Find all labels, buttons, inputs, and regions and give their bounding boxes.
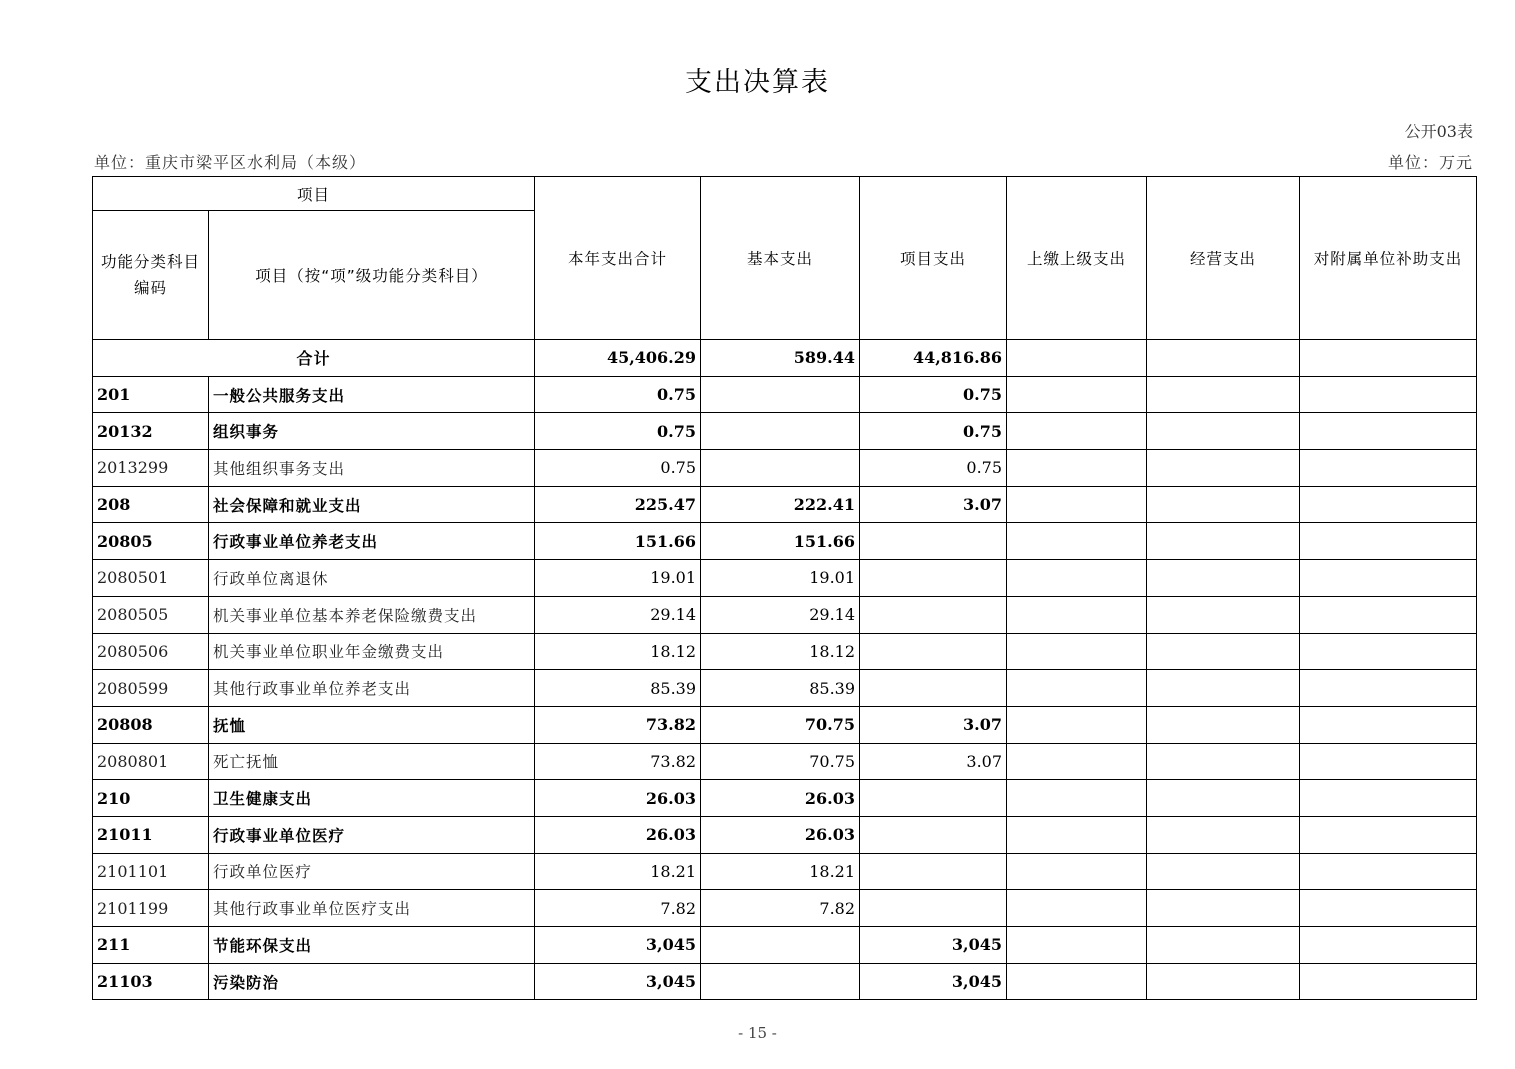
total-label: 合计: [93, 340, 535, 377]
row-business: [1147, 853, 1300, 890]
row-subsidy: [1300, 596, 1477, 633]
row-project: [860, 670, 1007, 707]
row-project: 3.07: [860, 706, 1007, 743]
row-name: 行政事业单位医疗: [209, 816, 535, 853]
row-name: 机关事业单位基本养老保险缴费支出: [209, 596, 535, 633]
row-subsidy: [1300, 523, 1477, 560]
table-row: [93, 413, 1477, 450]
table-row: [93, 376, 1477, 413]
row-basic: 26.03: [701, 816, 860, 853]
row-code: 2013299: [93, 450, 209, 487]
row-name: 社会保障和就业支出: [209, 486, 535, 523]
table-row: [93, 670, 1477, 707]
row-project: [860, 853, 1007, 890]
header-code: 功能分类科目编码: [93, 211, 209, 340]
header-project: 项目支出: [860, 177, 1007, 340]
row-total: 18.12: [535, 633, 701, 670]
row-project: [860, 780, 1007, 817]
row-code: 21103: [93, 963, 209, 1000]
row-subsidy: [1300, 486, 1477, 523]
row-code: 2080501: [93, 560, 209, 597]
header-total: 本年支出合计: [535, 177, 701, 340]
row-name: 行政单位医疗: [209, 853, 535, 890]
table-row: [93, 816, 1477, 853]
row-business: [1147, 743, 1300, 780]
row-total: 18.21: [535, 853, 701, 890]
row-name: 死亡抚恤: [209, 743, 535, 780]
row-project: 0.75: [860, 450, 1007, 487]
row-business: [1147, 560, 1300, 597]
row-total: 0.75: [535, 413, 701, 450]
row-name: 其他行政事业单位养老支出: [209, 670, 535, 707]
total-subsidy: [1300, 340, 1477, 377]
row-code: 2101199: [93, 890, 209, 927]
row-name: 卫生健康支出: [209, 780, 535, 817]
row-basic: [701, 927, 860, 964]
table-row: [93, 706, 1477, 743]
table-row: [93, 963, 1477, 1000]
row-total: 19.01: [535, 560, 701, 597]
row-upper: [1007, 523, 1147, 560]
row-project: 0.75: [860, 376, 1007, 413]
row-upper: [1007, 633, 1147, 670]
row-upper: [1007, 853, 1147, 890]
row-upper: [1007, 596, 1147, 633]
header-basic: 基本支出: [701, 177, 860, 340]
row-total: 85.39: [535, 670, 701, 707]
expenditure-table: [92, 176, 1477, 1000]
table-row: [93, 853, 1477, 890]
row-name: 机关事业单位职业年金缴费支出: [209, 633, 535, 670]
row-code: 2080506: [93, 633, 209, 670]
row-project: [860, 560, 1007, 597]
row-total: 29.14: [535, 596, 701, 633]
table-row: [93, 486, 1477, 523]
total-basic: 589.44: [701, 340, 860, 377]
row-project: 3.07: [860, 743, 1007, 780]
row-code: 201: [93, 376, 209, 413]
page-number: - 15 -: [738, 1024, 777, 1042]
row-code: 2101101: [93, 853, 209, 890]
row-business: [1147, 890, 1300, 927]
table-row: [93, 890, 1477, 927]
row-upper: [1007, 780, 1147, 817]
row-total: 225.47: [535, 486, 701, 523]
page-title: 支出决算表: [685, 67, 830, 98]
row-subsidy: [1300, 560, 1477, 597]
row-upper: [1007, 927, 1147, 964]
header-upper: 上缴上级支出: [1007, 177, 1147, 340]
row-name: 行政单位离退休: [209, 560, 535, 597]
row-subsidy: [1300, 816, 1477, 853]
row-subsidy: [1300, 376, 1477, 413]
row-business: [1147, 486, 1300, 523]
row-code: 211: [93, 927, 209, 964]
row-upper: [1007, 890, 1147, 927]
row-basic: 222.41: [701, 486, 860, 523]
table-row: [93, 780, 1477, 817]
row-business: [1147, 706, 1300, 743]
row-business: [1147, 633, 1300, 670]
row-business: [1147, 413, 1300, 450]
row-upper: [1007, 706, 1147, 743]
row-basic: 151.66: [701, 523, 860, 560]
header-item-group: 项目: [93, 177, 535, 211]
row-project: 0.75: [860, 413, 1007, 450]
row-code: 208: [93, 486, 209, 523]
row-business: [1147, 670, 1300, 707]
total-row: [93, 340, 1477, 377]
row-project: [860, 633, 1007, 670]
row-project: 3,045: [860, 927, 1007, 964]
total-upper: [1007, 340, 1147, 377]
row-upper: [1007, 486, 1147, 523]
row-basic: 18.21: [701, 853, 860, 890]
row-subsidy: [1300, 413, 1477, 450]
row-subsidy: [1300, 853, 1477, 890]
row-code: 20132: [93, 413, 209, 450]
row-total: 26.03: [535, 780, 701, 817]
row-project: [860, 596, 1007, 633]
table-row: [93, 450, 1477, 487]
row-total: 73.82: [535, 743, 701, 780]
row-upper: [1007, 413, 1147, 450]
row-business: [1147, 450, 1300, 487]
header-business: 经营支出: [1147, 177, 1300, 340]
row-name: 污染防治: [209, 963, 535, 1000]
table-row: [93, 523, 1477, 560]
row-upper: [1007, 560, 1147, 597]
row-basic: [701, 376, 860, 413]
row-upper: [1007, 450, 1147, 487]
row-upper: [1007, 743, 1147, 780]
reporting-unit: 单位：重庆市梁平区水利局（本级）: [94, 153, 367, 172]
row-project: [860, 890, 1007, 927]
row-code: 2080801: [93, 743, 209, 780]
row-code: 2080505: [93, 596, 209, 633]
row-subsidy: [1300, 780, 1477, 817]
row-business: [1147, 963, 1300, 1000]
row-subsidy: [1300, 743, 1477, 780]
header-subsidy: 对附属单位补助支出: [1300, 177, 1477, 340]
row-name: 组织事务: [209, 413, 535, 450]
row-basic: 70.75: [701, 706, 860, 743]
row-basic: 26.03: [701, 780, 860, 817]
row-code: 210: [93, 780, 209, 817]
row-upper: [1007, 670, 1147, 707]
row-code: 2080599: [93, 670, 209, 707]
row-project: 3.07: [860, 486, 1007, 523]
row-basic: 85.39: [701, 670, 860, 707]
row-basic: 19.01: [701, 560, 860, 597]
row-subsidy: [1300, 890, 1477, 927]
row-total: 0.75: [535, 450, 701, 487]
table-row: [93, 596, 1477, 633]
form-number: 公开03表: [1404, 122, 1473, 141]
row-name: 一般公共服务支出: [209, 376, 535, 413]
header-item: 项目（按“项”级功能分类科目）: [209, 211, 535, 340]
row-name: 抚恤: [209, 706, 535, 743]
table-row: [93, 560, 1477, 597]
row-subsidy: [1300, 706, 1477, 743]
row-business: [1147, 523, 1300, 560]
row-code: 21011: [93, 816, 209, 853]
row-subsidy: [1300, 450, 1477, 487]
table-row: [93, 927, 1477, 964]
row-basic: [701, 963, 860, 1000]
row-business: [1147, 816, 1300, 853]
row-business: [1147, 927, 1300, 964]
row-subsidy: [1300, 927, 1477, 964]
row-name: 节能环保支出: [209, 927, 535, 964]
row-upper: [1007, 816, 1147, 853]
row-business: [1147, 780, 1300, 817]
row-total: 73.82: [535, 706, 701, 743]
row-project: [860, 816, 1007, 853]
row-total: 3,045: [535, 927, 701, 964]
row-total: 3,045: [535, 963, 701, 1000]
row-subsidy: [1300, 670, 1477, 707]
table-row: [93, 633, 1477, 670]
row-basic: [701, 450, 860, 487]
row-subsidy: [1300, 963, 1477, 1000]
row-basic: 7.82: [701, 890, 860, 927]
row-project: 3,045: [860, 963, 1007, 1000]
row-name: 行政事业单位养老支出: [209, 523, 535, 560]
row-total: 26.03: [535, 816, 701, 853]
row-total: 7.82: [535, 890, 701, 927]
row-business: [1147, 596, 1300, 633]
row-project: [860, 523, 1007, 560]
total-business: [1147, 340, 1300, 377]
row-upper: [1007, 376, 1147, 413]
row-name: 其他组织事务支出: [209, 450, 535, 487]
row-basic: 70.75: [701, 743, 860, 780]
row-basic: 18.12: [701, 633, 860, 670]
currency-unit: 单位：万元: [1387, 153, 1473, 172]
row-total: 0.75: [535, 376, 701, 413]
row-business: [1147, 376, 1300, 413]
row-code: 20805: [93, 523, 209, 560]
row-name: 其他行政事业单位医疗支出: [209, 890, 535, 927]
row-subsidy: [1300, 633, 1477, 670]
row-upper: [1007, 963, 1147, 1000]
total-sum: 45,406.29: [535, 340, 701, 377]
row-basic: [701, 413, 860, 450]
row-basic: 29.14: [701, 596, 860, 633]
table-row: [93, 743, 1477, 780]
row-code: 20808: [93, 706, 209, 743]
row-total: 151.66: [535, 523, 701, 560]
total-project: 44,816.86: [860, 340, 1007, 377]
